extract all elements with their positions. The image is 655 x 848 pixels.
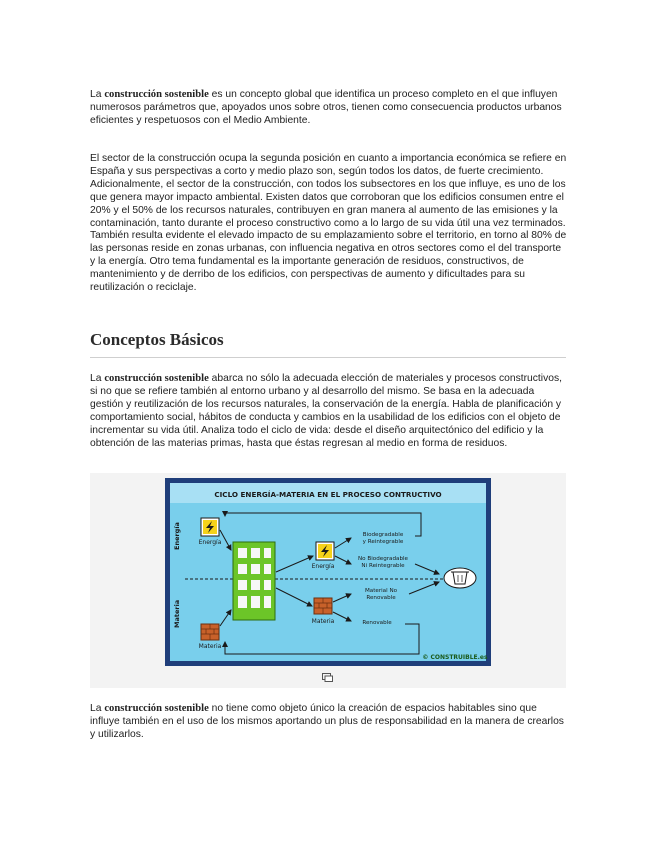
diagram-credit: © CONSTRUIBLE.es xyxy=(422,654,488,661)
bold-term: construcción sostenible xyxy=(104,703,209,714)
diagram-title: CICLO ENERGÍA-MATERIA EN EL PROCESO CONTRUCTIVO xyxy=(214,490,442,499)
closing-paragraph: La construcción sostenible no tiene como objeto único la creación de espacios habitables sino que influye también en el uso de los mismos aportando un plus de responsabilidad en la manera de crearlos y utilizarlos. xyxy=(90,703,564,740)
label-materia-mid: Materia xyxy=(311,618,335,625)
bold-term: construcción sostenible xyxy=(104,89,209,100)
label-energia-mid: Energía xyxy=(311,563,335,570)
intro-paragraph: La construcción sostenible es un concepto global que identifica un proceso completo en el que influyen numerosos parámetros que, apoyados unos sobre otros, tienen como consecuencia productos urbanos eficientes y respetuosos con el Medio Ambiente. xyxy=(90,89,562,126)
label-material-line2: Renovable xyxy=(366,595,396,601)
concepts-paragraph: La construcción sostenible abarca no sólo la adecuada elección de materiales y procesos constructivos, si no que se refiere también al entorno urbano y al desarrollo del mismo. Se basa en la adecuada gestión y reutilización de los recursos naturales, la conservación de la energía. Habla de planificación y comportamiento social, hábitos de conducta y cambios en la usabilidad de los edificios con el objeto de incrementar su vida útil. Analiza todo el ciclo de vida: desde el diseño arquitectónico del edificio y la obtención de las materias primas, hasta que éstas regresan al medio en forma de residuos. xyxy=(90,373,562,449)
axis-label-energy: Energía xyxy=(173,522,181,550)
heading-divider xyxy=(90,357,566,358)
label-energia-left: Energía xyxy=(198,539,222,546)
energy-matter-cycle-diagram xyxy=(165,478,491,666)
bold-term: construcción sostenible xyxy=(104,373,209,384)
sector-paragraph: El sector de la construcción ocupa la segunda posición en cuanto a importancia económica se refiere en España y sus perspectivas a corto y medio plazo son, según todos los datos, de fuerte crecimiento. Adicionalmente, el sector de la construcción, con todos los subsectores en los que influye, es uno de los que genera mayor impacto ambiental. Existen datos que corroboran que los edificios consumen entre el 20% y el 50% de los recursos naturales, contribuyen en gran manera al aumento de las emisiones y la contaminación, tanto durante el proceso constructivo como a lo largo de su vida útil una vez terminados. También resulta evidente el elevado impacto de su emplazamiento sobre el territorio, en torno al 80% de las personas reside en zonas urbanas, con influencia negativa en otros sectores como el del transporte y la energía. Otro tema fundamental es la importante generación de residuos, constructivos, de mantenimiento y de derribo de los edificios, con perspectivas de aumento y dificultades para su reutilización o reciclaje. xyxy=(90,153,567,294)
building-icon xyxy=(233,542,275,620)
recycle-bin-icon xyxy=(444,568,476,588)
energy-icon-left xyxy=(201,518,219,536)
brick-icon-mid xyxy=(314,598,332,614)
axis-label-material: Materia xyxy=(173,599,181,628)
brick-icon-left xyxy=(201,624,219,640)
energy-icon-mid xyxy=(316,542,334,560)
label-nobio-line2: Ni Reintegrable xyxy=(361,563,405,569)
label-nobio-line1: No Biodegradable xyxy=(358,556,408,562)
label-renovable: Renovable xyxy=(362,620,392,626)
image-embed-icon[interactable] xyxy=(322,673,333,682)
section-heading: Conceptos Básicos xyxy=(90,330,224,349)
label-materia-left: Materia xyxy=(198,643,222,650)
label-biodegradable-line1: Biodegradable xyxy=(362,532,404,538)
label-material-line1: Material No xyxy=(364,588,398,594)
label-biodegradable-line2: y Reintegrable xyxy=(362,539,404,545)
